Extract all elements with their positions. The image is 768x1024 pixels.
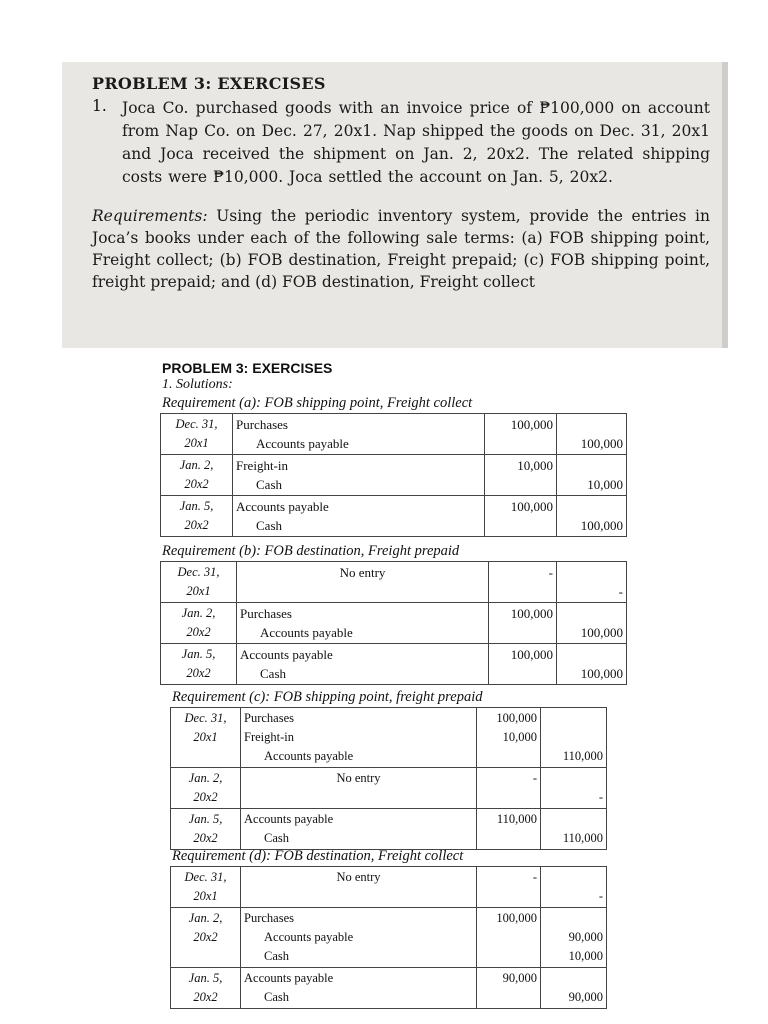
- date-line: Dec. 31,: [177, 565, 220, 579]
- debit-account: Purchases: [236, 417, 288, 432]
- date-cell: [161, 414, 233, 455]
- credit-account: Cash: [256, 477, 282, 492]
- debit-cell: [477, 968, 541, 1009]
- problem-heading: PROBLEM 3: EXERCISES: [92, 74, 326, 93]
- date-line: Jan. 5,: [181, 647, 216, 661]
- item-number: 1.: [92, 97, 107, 115]
- debit-account: Accounts payable: [240, 647, 333, 662]
- date-cell: [161, 496, 233, 537]
- table-row: [171, 908, 607, 968]
- table-row: [171, 867, 607, 908]
- debit-cell: [477, 768, 541, 809]
- date-cell: [161, 644, 237, 685]
- debit-cell: [489, 644, 557, 685]
- credit-amount: -: [598, 889, 603, 903]
- account-cell: [237, 562, 489, 603]
- requirement-c-title: Requirement (c): FOB shipping point, freight prepaid: [172, 689, 483, 705]
- requirements-paragraph: [92, 205, 710, 293]
- credit-amount: 110,000: [562, 831, 603, 845]
- debit-amount: 100,000: [496, 911, 537, 925]
- debit-cell: [485, 496, 557, 537]
- debit-amount: 10,000: [502, 730, 537, 744]
- date-year: 20x1: [193, 889, 218, 903]
- credit-account: Accounts payable: [264, 930, 354, 944]
- credit-amount: 100,000: [580, 625, 623, 640]
- solutions-heading: PROBLEM 3: EXERCISES: [162, 360, 333, 376]
- table-row: [161, 455, 627, 496]
- date-line: Jan. 2,: [181, 606, 216, 620]
- credit-amount: -: [598, 790, 603, 804]
- debit-amount: 110,000: [496, 812, 537, 826]
- debit-cell: [485, 414, 557, 455]
- problem-item: [92, 97, 710, 189]
- table-row: [171, 708, 607, 768]
- debit-amount: 100,000: [510, 647, 553, 662]
- date-year: 20x2: [186, 666, 211, 680]
- credit-amount: 90,000: [568, 990, 603, 1004]
- account-cell: [237, 644, 489, 685]
- credit-cell: [557, 414, 627, 455]
- date-line: Jan. 2,: [179, 458, 214, 472]
- requirement-a-title: Requirement (a): FOB shipping point, Freight collect: [162, 395, 473, 411]
- debit-account: Freight-in: [244, 730, 294, 744]
- scanned-problem-excerpt: [62, 62, 728, 348]
- no-entry-label: No entry: [336, 771, 381, 785]
- credit-amount: 10,000: [568, 949, 603, 963]
- date-line: Dec. 31,: [184, 870, 227, 884]
- debit-amount: 90,000: [502, 971, 537, 985]
- scan-content: [92, 74, 710, 293]
- date-year: 20x1: [184, 436, 209, 450]
- date-cell: [171, 708, 241, 768]
- credit-cell: [557, 603, 627, 644]
- requirements-text: Using the periodic inventory system, provide the entries in Joca’s books under each of the following sale terms: (a) FOB shipping point, Freight collect; (b) FOB destination, Freight prepaid; (c) FOB shipping point, freight prepaid; and (d) FOB destination, Freight collect: [92, 207, 710, 291]
- credit-account: Cash: [264, 831, 289, 845]
- credit-account: Accounts payable: [260, 625, 353, 640]
- table-row: [161, 496, 627, 537]
- debit-account: Accounts payable: [244, 812, 334, 826]
- date-cell: [161, 603, 237, 644]
- credit-account: Cash: [256, 518, 282, 533]
- debit-account: Purchases: [240, 606, 292, 621]
- account-cell: [241, 908, 477, 968]
- account-cell: [241, 708, 477, 768]
- account-cell: [233, 496, 485, 537]
- date-cell: [171, 908, 241, 968]
- debit-account: Purchases: [244, 711, 294, 725]
- date-year: 20x2: [193, 990, 218, 1004]
- credit-amount: 90,000: [568, 930, 603, 944]
- date-cell: [161, 562, 237, 603]
- debit-amount: 10,000: [517, 458, 553, 473]
- table-row: [171, 809, 607, 850]
- debit-amount: 100,000: [510, 499, 553, 514]
- journal-table-d: [170, 866, 607, 1009]
- credit-cell: [541, 908, 607, 968]
- credit-account: Cash: [260, 666, 286, 681]
- debit-cell: [485, 455, 557, 496]
- account-cell: [233, 455, 485, 496]
- credit-cell: [557, 562, 627, 603]
- date-line: Dec. 31,: [184, 711, 227, 725]
- debit-cell: [489, 562, 557, 603]
- debit-amount: -: [548, 565, 553, 580]
- journal-table-b: [160, 561, 627, 685]
- date-year: 20x1: [186, 584, 211, 598]
- debit-amount: -: [532, 870, 537, 884]
- credit-account: Cash: [264, 990, 289, 1004]
- debit-account: Accounts payable: [236, 499, 329, 514]
- date-line: Jan. 5,: [179, 499, 214, 513]
- account-cell: [241, 768, 477, 809]
- account-cell: [237, 603, 489, 644]
- account-cell: [233, 414, 485, 455]
- credit-amount: 100,000: [580, 666, 623, 681]
- credit-cell: [541, 708, 607, 768]
- debit-account: Purchases: [244, 911, 294, 925]
- credit-cell: [541, 867, 607, 908]
- item-text: Joca Co. purchased goods with an invoice price of ₱100,000 on account from Nap Co. on Dec. 27, 20x1. Nap shipped the goods on Dec. 31, 20x1 and Joca received the shipment on Jan. 2, 20x2. The related shipping costs were ₱10,000. Joca settled the account on Jan. 5, 20x2.: [122, 99, 710, 186]
- no-entry-label: No entry: [336, 870, 381, 884]
- credit-cell: [541, 968, 607, 1009]
- credit-amount: -: [618, 584, 623, 599]
- date-year: 20x2: [193, 930, 218, 944]
- credit-amount: 100,000: [580, 436, 623, 451]
- credit-account: Cash: [264, 949, 289, 963]
- account-cell: [241, 809, 477, 850]
- solutions-subtitle: 1. Solutions:: [162, 377, 233, 392]
- credit-account: Accounts payable: [264, 749, 354, 763]
- date-line: Dec. 31,: [175, 417, 218, 431]
- date-cell: [171, 768, 241, 809]
- debit-amount: 100,000: [496, 711, 537, 725]
- credit-cell: [541, 809, 607, 850]
- debit-amount: -: [532, 771, 537, 785]
- debit-cell: [477, 708, 541, 768]
- table-row: [161, 603, 627, 644]
- date-year: 20x2: [193, 790, 218, 804]
- date-line: Jan. 2,: [188, 771, 223, 785]
- credit-cell: [557, 455, 627, 496]
- no-entry-label: No entry: [339, 565, 386, 580]
- credit-cell: [557, 644, 627, 685]
- account-cell: [241, 968, 477, 1009]
- table-row: [171, 968, 607, 1009]
- date-year: 20x2: [184, 518, 209, 532]
- journal-table-c: [170, 707, 607, 850]
- date-cell: [171, 809, 241, 850]
- requirement-d-title: Requirement (d): FOB destination, Freight collect: [172, 848, 464, 864]
- date-year: 20x2: [184, 477, 209, 491]
- requirement-b-title: Requirement (b): FOB destination, Freight prepaid: [162, 543, 460, 559]
- credit-amount: 100,000: [580, 518, 623, 533]
- table-row: [171, 768, 607, 809]
- debit-cell: [477, 809, 541, 850]
- date-year: 20x2: [193, 831, 218, 845]
- credit-cell: [541, 768, 607, 809]
- debit-account: Accounts payable: [244, 971, 334, 985]
- date-year: 20x1: [193, 730, 218, 744]
- date-line: Jan. 5,: [188, 812, 223, 826]
- debit-amount: 100,000: [510, 606, 553, 621]
- journal-table-a: [160, 413, 627, 537]
- date-cell: [161, 455, 233, 496]
- debit-cell: [477, 908, 541, 968]
- credit-cell: [557, 496, 627, 537]
- debit-account: Freight-in: [236, 458, 288, 473]
- table-row: [161, 562, 627, 603]
- credit-amount: 10,000: [587, 477, 623, 492]
- date-year: 20x2: [186, 625, 211, 639]
- debit-cell: [477, 867, 541, 908]
- debit-cell: [489, 603, 557, 644]
- table-row: [161, 644, 627, 685]
- date-cell: [171, 968, 241, 1009]
- table-row: [161, 414, 627, 455]
- date-line: Jan. 5,: [188, 971, 223, 985]
- date-line: Jan. 2,: [188, 911, 223, 925]
- requirements-label: Requirements:: [92, 207, 208, 225]
- account-cell: [241, 867, 477, 908]
- credit-amount: 110,000: [562, 749, 603, 763]
- debit-amount: 100,000: [510, 417, 553, 432]
- credit-account: Accounts payable: [256, 436, 349, 451]
- date-cell: [171, 867, 241, 908]
